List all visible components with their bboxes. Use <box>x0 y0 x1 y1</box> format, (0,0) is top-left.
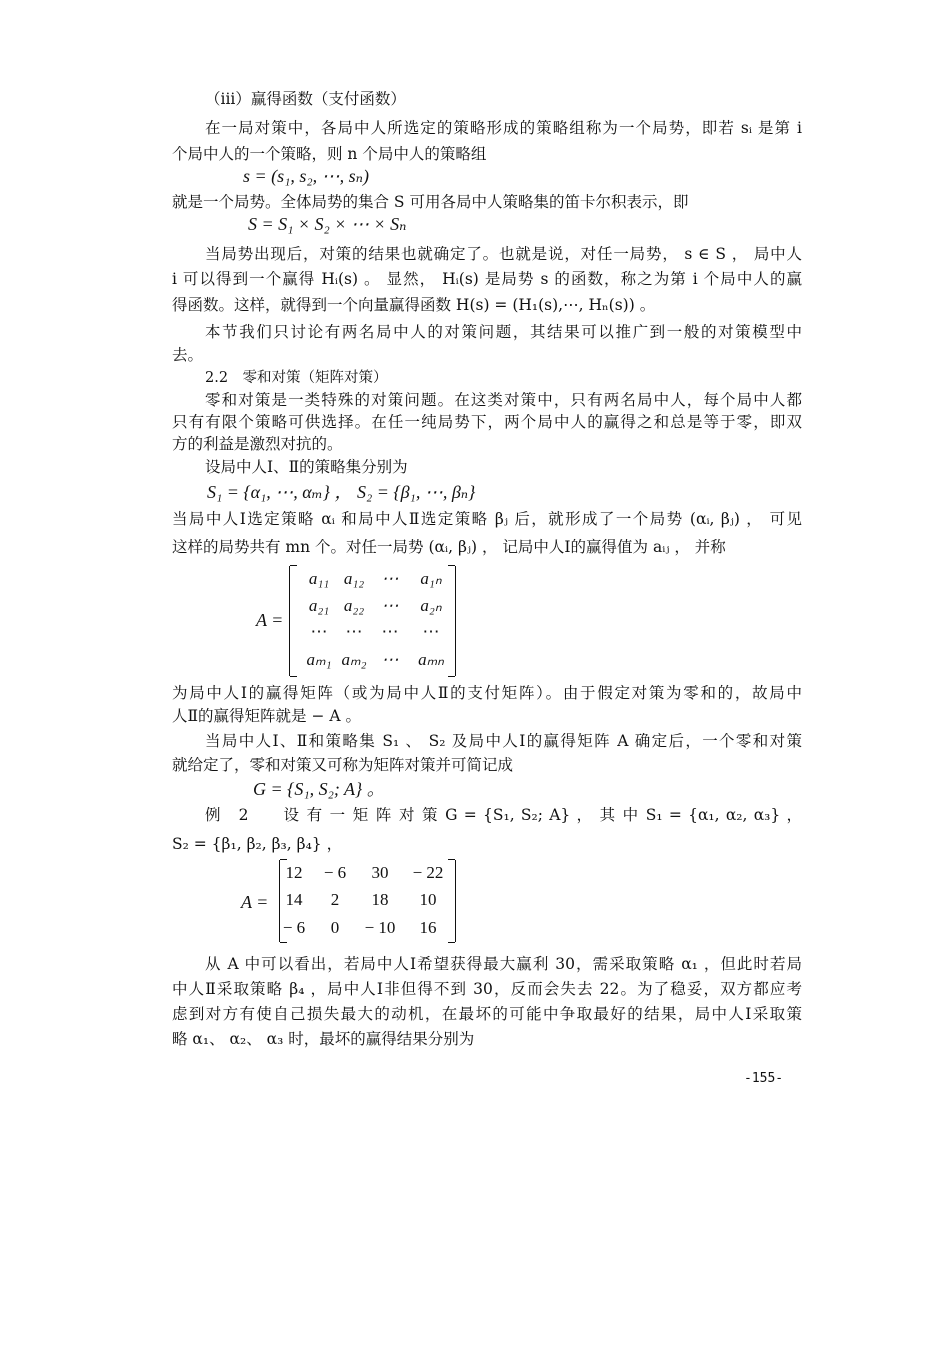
paragraph-line: 在一局对策中，各局中人所选定的策略形成的策略组称为一个局势，即若 sᵢ 是第 i <box>205 119 802 137</box>
matrix-cell: ⋯ <box>381 596 399 615</box>
paragraph-line: 只有有限个策略可供选择。在任一纯局势下，两个局中人的赢得之和总是等于零，即双 <box>172 413 802 431</box>
matrix-cell: aₘ₁ <box>306 650 332 669</box>
paragraph-line: 从 A 中可以看出，若局中人Ⅰ希望获得最大赢利 30，需采取策略 α₁ ，但此时若局 <box>205 955 802 973</box>
paragraph-line: S₂ = {β₁, β₂, β₃, β₄} ， <box>172 835 343 853</box>
matrix-cell: 2 <box>330 890 340 909</box>
general-payoff-matrix <box>289 566 456 676</box>
paragraph-line: 个局中人的一个策略，则 n 个局中人的策略组 <box>172 145 487 163</box>
paragraph-line: 当局势出现后，对策的结果也就确定了。也就是说，对任一局势， s ∈ S ， 局中人 <box>205 245 802 263</box>
paragraph-line: 人Ⅱ的赢得矩阵就是 − A 。 <box>172 707 361 725</box>
matrix-cell: a₂₂ <box>343 596 365 615</box>
paragraph-line: 虑到对方有使自己损失最大的动机，在最坏的可能中争取最好的结果，局中人Ⅰ采取策 <box>172 1005 802 1023</box>
paragraph-line: 去。 <box>172 346 204 364</box>
paragraph-line: 略 α₁、 α₂、 α₃ 时，最坏的赢得结果分别为 <box>172 1030 475 1048</box>
matrix-label: A = <box>241 892 269 912</box>
formula: s = (s₁, s₂, ⋯, sₙ) <box>243 166 369 186</box>
matrix-cell: − 22 <box>412 863 444 882</box>
matrix-cell: aₘₙ <box>418 650 444 669</box>
example-heading: 例 2 设 有 一 矩 阵 对 策 G = {S₁, S₂; A} ， 其 中 S₁ = {α₁, α₂, α₃} ， <box>205 806 802 824</box>
paragraph-line: 当局中人Ⅰ、Ⅱ和策略集 S₁ 、 S₂ 及局中人Ⅰ的赢得矩阵 A 确定后，一个零和对策 <box>205 732 802 750</box>
paragraph-line: 就给定了，零和对策又可称为矩阵对策并可简记成 <box>172 756 514 774</box>
matrix-cell: ⋯ <box>422 622 440 641</box>
matrix-cell: 18 <box>371 890 389 909</box>
matrix-cell: 0 <box>330 918 340 937</box>
paragraph-line: 方的利益是激烈对抗的。 <box>172 435 343 453</box>
formula: G = {S₁, S₂; A} 。 <box>253 779 385 799</box>
formula: S = S₁ × S₂ × ⋯ × Sₙ <box>248 214 407 234</box>
paragraph-line: 本节我们只讨论有两名局中人的对策问题，其结果可以推广到一般的对策模型中 <box>205 323 802 341</box>
matrix-cell: a₂₁ <box>308 596 330 615</box>
matrix-label: A = <box>256 610 284 630</box>
matrix-cell: aₘ₂ <box>341 650 367 669</box>
matrix-cell: ⋯ <box>345 622 363 641</box>
matrix-cell: 12 <box>285 863 303 882</box>
subsection-heading: （iii）赢得函数（支付函数） <box>205 90 406 108</box>
matrix-cell: − 6 <box>323 863 347 882</box>
paragraph-line: 就是一个局势。全体局势的集合 S 可用各局中人策略集的笛卡尔积表示，即 <box>172 193 689 211</box>
matrix-cell: ⋯ <box>381 569 399 588</box>
matrix-cell: 16 <box>419 918 437 937</box>
example-payoff-matrix <box>279 860 456 942</box>
matrix-cell: − 6 <box>282 918 306 937</box>
formula: S₁ = {α₁, ⋯, αₘ} ， S₂ = {β₁, ⋯, βₙ} <box>207 482 476 502</box>
matrix-cell: a₁ₙ <box>420 569 442 588</box>
matrix-cell: 14 <box>285 890 303 909</box>
matrix-cell: ⋯ <box>381 622 399 641</box>
matrix-cell: 30 <box>371 863 389 882</box>
paragraph-line: 中人Ⅱ采取策略 β₄ ，局中人Ⅰ非但得不到 30，反而会失去 22。为了稳妥，双方都应考 <box>172 980 802 998</box>
matrix-cell: − 10 <box>364 918 396 937</box>
paragraph-line: i 可以得到一个赢得 Hᵢ(s) 。 显然， Hᵢ(s) 是局势 s 的函数，称之为第 i 个局中人的赢 <box>172 270 802 288</box>
matrix-cell: a₁₁ <box>308 569 330 588</box>
paragraph-line: 这样的局势共有 mn 个。对任一局势 (αᵢ, βⱼ) ， 记局中人Ⅰ的赢得值为 aᵢⱼ ， 并称 <box>172 538 726 556</box>
matrix-cell: ⋯ <box>310 622 328 641</box>
matrix-cell: 10 <box>419 890 437 909</box>
paragraph-line: 设局中人Ⅰ、Ⅱ的策略集分别为 <box>205 458 408 476</box>
matrix-cell: a₁₂ <box>343 569 365 588</box>
paragraph-line: 零和对策是一类特殊的对策问题。在这类对策中，只有两名局中人，每个局中人都 <box>205 391 802 409</box>
paragraph-line: 得函数。这样，就得到一个向量赢得函数 H(s) = (H₁(s),⋯, Hₙ(s)) 。 <box>172 296 656 314</box>
matrix-cell: a₂ₙ <box>420 596 442 615</box>
paragraph-line: 当局中人Ⅰ选定策略 αᵢ 和局中人Ⅱ选定策略 βⱼ 后，就形成了一个局势 (αᵢ, βⱼ) ， 可见 <box>172 510 802 528</box>
section-heading: 2.2 零和对策（矩阵对策） <box>205 370 388 386</box>
page-number: -155- <box>744 1071 784 1086</box>
matrix-cell: ⋯ <box>381 650 399 669</box>
paragraph-line: 为局中人Ⅰ的赢得矩阵（或为局中人Ⅱ的支付矩阵）。由于假定对策为零和的，故局中 <box>172 684 802 702</box>
